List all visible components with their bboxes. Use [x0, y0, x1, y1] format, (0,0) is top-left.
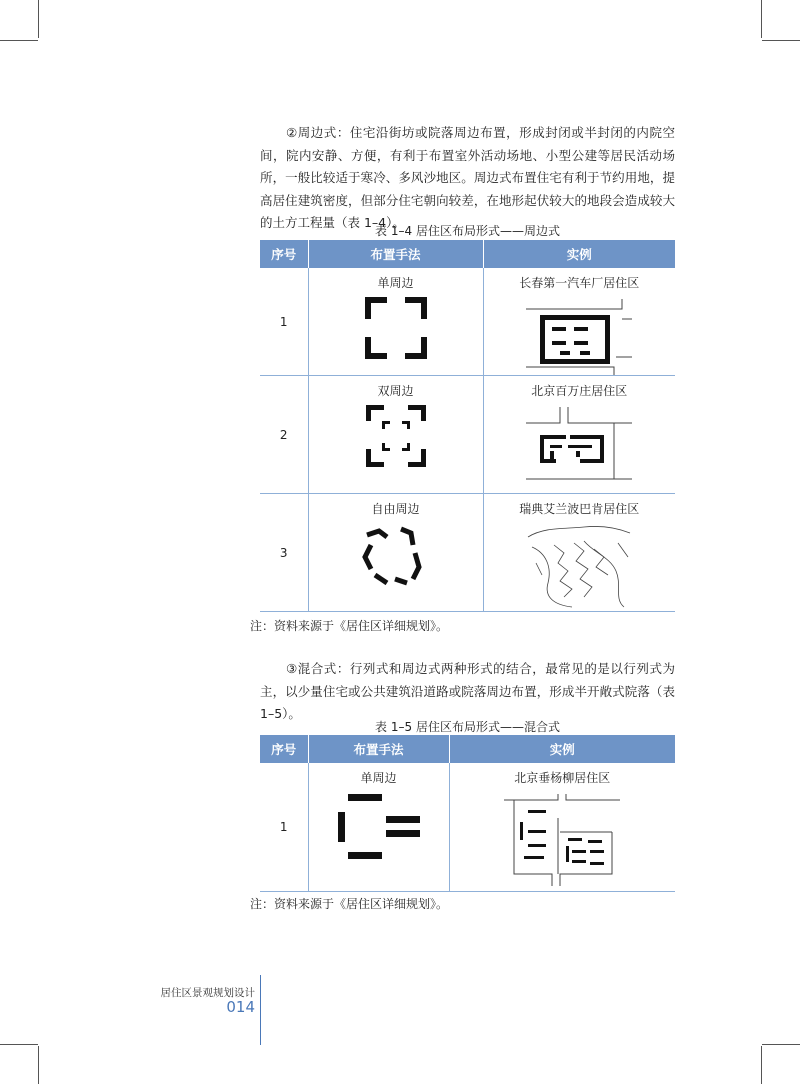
crop-mark [761, 1046, 762, 1084]
example-label: 长春第一汽车厂居住区 [519, 276, 640, 290]
footer-book-title: 居住区景观规划设计 [160, 987, 255, 999]
mixed-layout-diagram [334, 792, 424, 862]
table1-note: 注：资料来源于《居住区详细规划》。 [250, 619, 449, 633]
crop-mark [38, 0, 39, 38]
method-cell [308, 494, 483, 612]
double-perimeter-diagram [366, 405, 426, 467]
example-label: 北京百万庄居住区 [531, 384, 628, 398]
table-row [260, 494, 675, 612]
table-perimeter-layout [260, 240, 675, 612]
crop-mark [761, 0, 762, 38]
method-cell [308, 763, 449, 891]
single-perimeter-diagram [365, 297, 427, 359]
footer-divider [260, 975, 261, 1045]
method-label: 单周边 [360, 771, 397, 785]
table-mixed-layout [260, 735, 675, 892]
method-cell [308, 268, 483, 376]
header-method: 布置手法 [308, 735, 449, 763]
table-row [260, 763, 675, 891]
row-number: 2 [260, 376, 308, 494]
example-cell [483, 494, 675, 612]
paragraph-mixed: ③混合式：行列式和周边式两种形式的结合，最常见的是以行列式为主，以少量住宅或公共建筑沿道路或院落周边布置，形成半开敞式院落（表 1–5）。 [260, 661, 675, 721]
crop-mark [762, 40, 800, 41]
row-number: 1 [260, 268, 308, 376]
method-label: 单周边 [377, 276, 414, 290]
crop-mark [38, 1046, 39, 1084]
table1-caption: 表 1–4 居住区布局形式——周边式 [375, 224, 560, 238]
table-header-row [260, 240, 675, 268]
free-perimeter-diagram [361, 523, 431, 587]
table2-caption: 表 1–5 居住区布局形式——混合式 [375, 720, 560, 734]
method-label: 双周边 [377, 384, 414, 398]
crop-mark [0, 1044, 38, 1045]
page-number: 014 [226, 998, 255, 1016]
example-cell [483, 268, 675, 376]
row-number: 1 [260, 763, 308, 891]
row-number: 3 [260, 494, 308, 612]
crop-mark [0, 40, 38, 41]
header-example: 实例 [449, 735, 675, 763]
example-cell [483, 376, 675, 494]
header-no: 序号 [260, 240, 308, 268]
chuiyangliu-site-plan [502, 792, 622, 888]
baiwanzhuang-site-plan [524, 405, 634, 485]
table-header-row [260, 735, 675, 763]
changchun-site-plan [524, 297, 634, 375]
table-row [260, 268, 675, 376]
example-label: 北京垂杨柳居住区 [514, 771, 611, 785]
method-label: 自由周边 [371, 502, 420, 516]
header-no: 序号 [260, 735, 308, 763]
sweden-site-plan [524, 523, 634, 609]
example-label: 瑞典艾兰波巴肯居住区 [519, 502, 640, 516]
table-row [260, 376, 675, 494]
example-cell [449, 763, 675, 891]
table2-note: 注：资料来源于《居住区详细规划》。 [250, 897, 449, 911]
header-method: 布置手法 [308, 240, 483, 268]
header-example: 实例 [483, 240, 675, 268]
crop-mark [762, 1044, 800, 1045]
method-cell [308, 376, 483, 494]
paragraph-perimeter: ②周边式：住宅沿街坊或院落周边布置，形成封闭或半封闭的内院空间，院内安静、方便，有利于布置室外活动场地、小型公建等居民活动场所，一般比较适于寒冷、多风沙地区。周边式布置住宅有利于节约用地，提高居住建筑密度，但部分住宅朝向较差，在地形起伏较大的地段会造成较大的土方工程量（表 1–4）。 [260, 125, 675, 230]
